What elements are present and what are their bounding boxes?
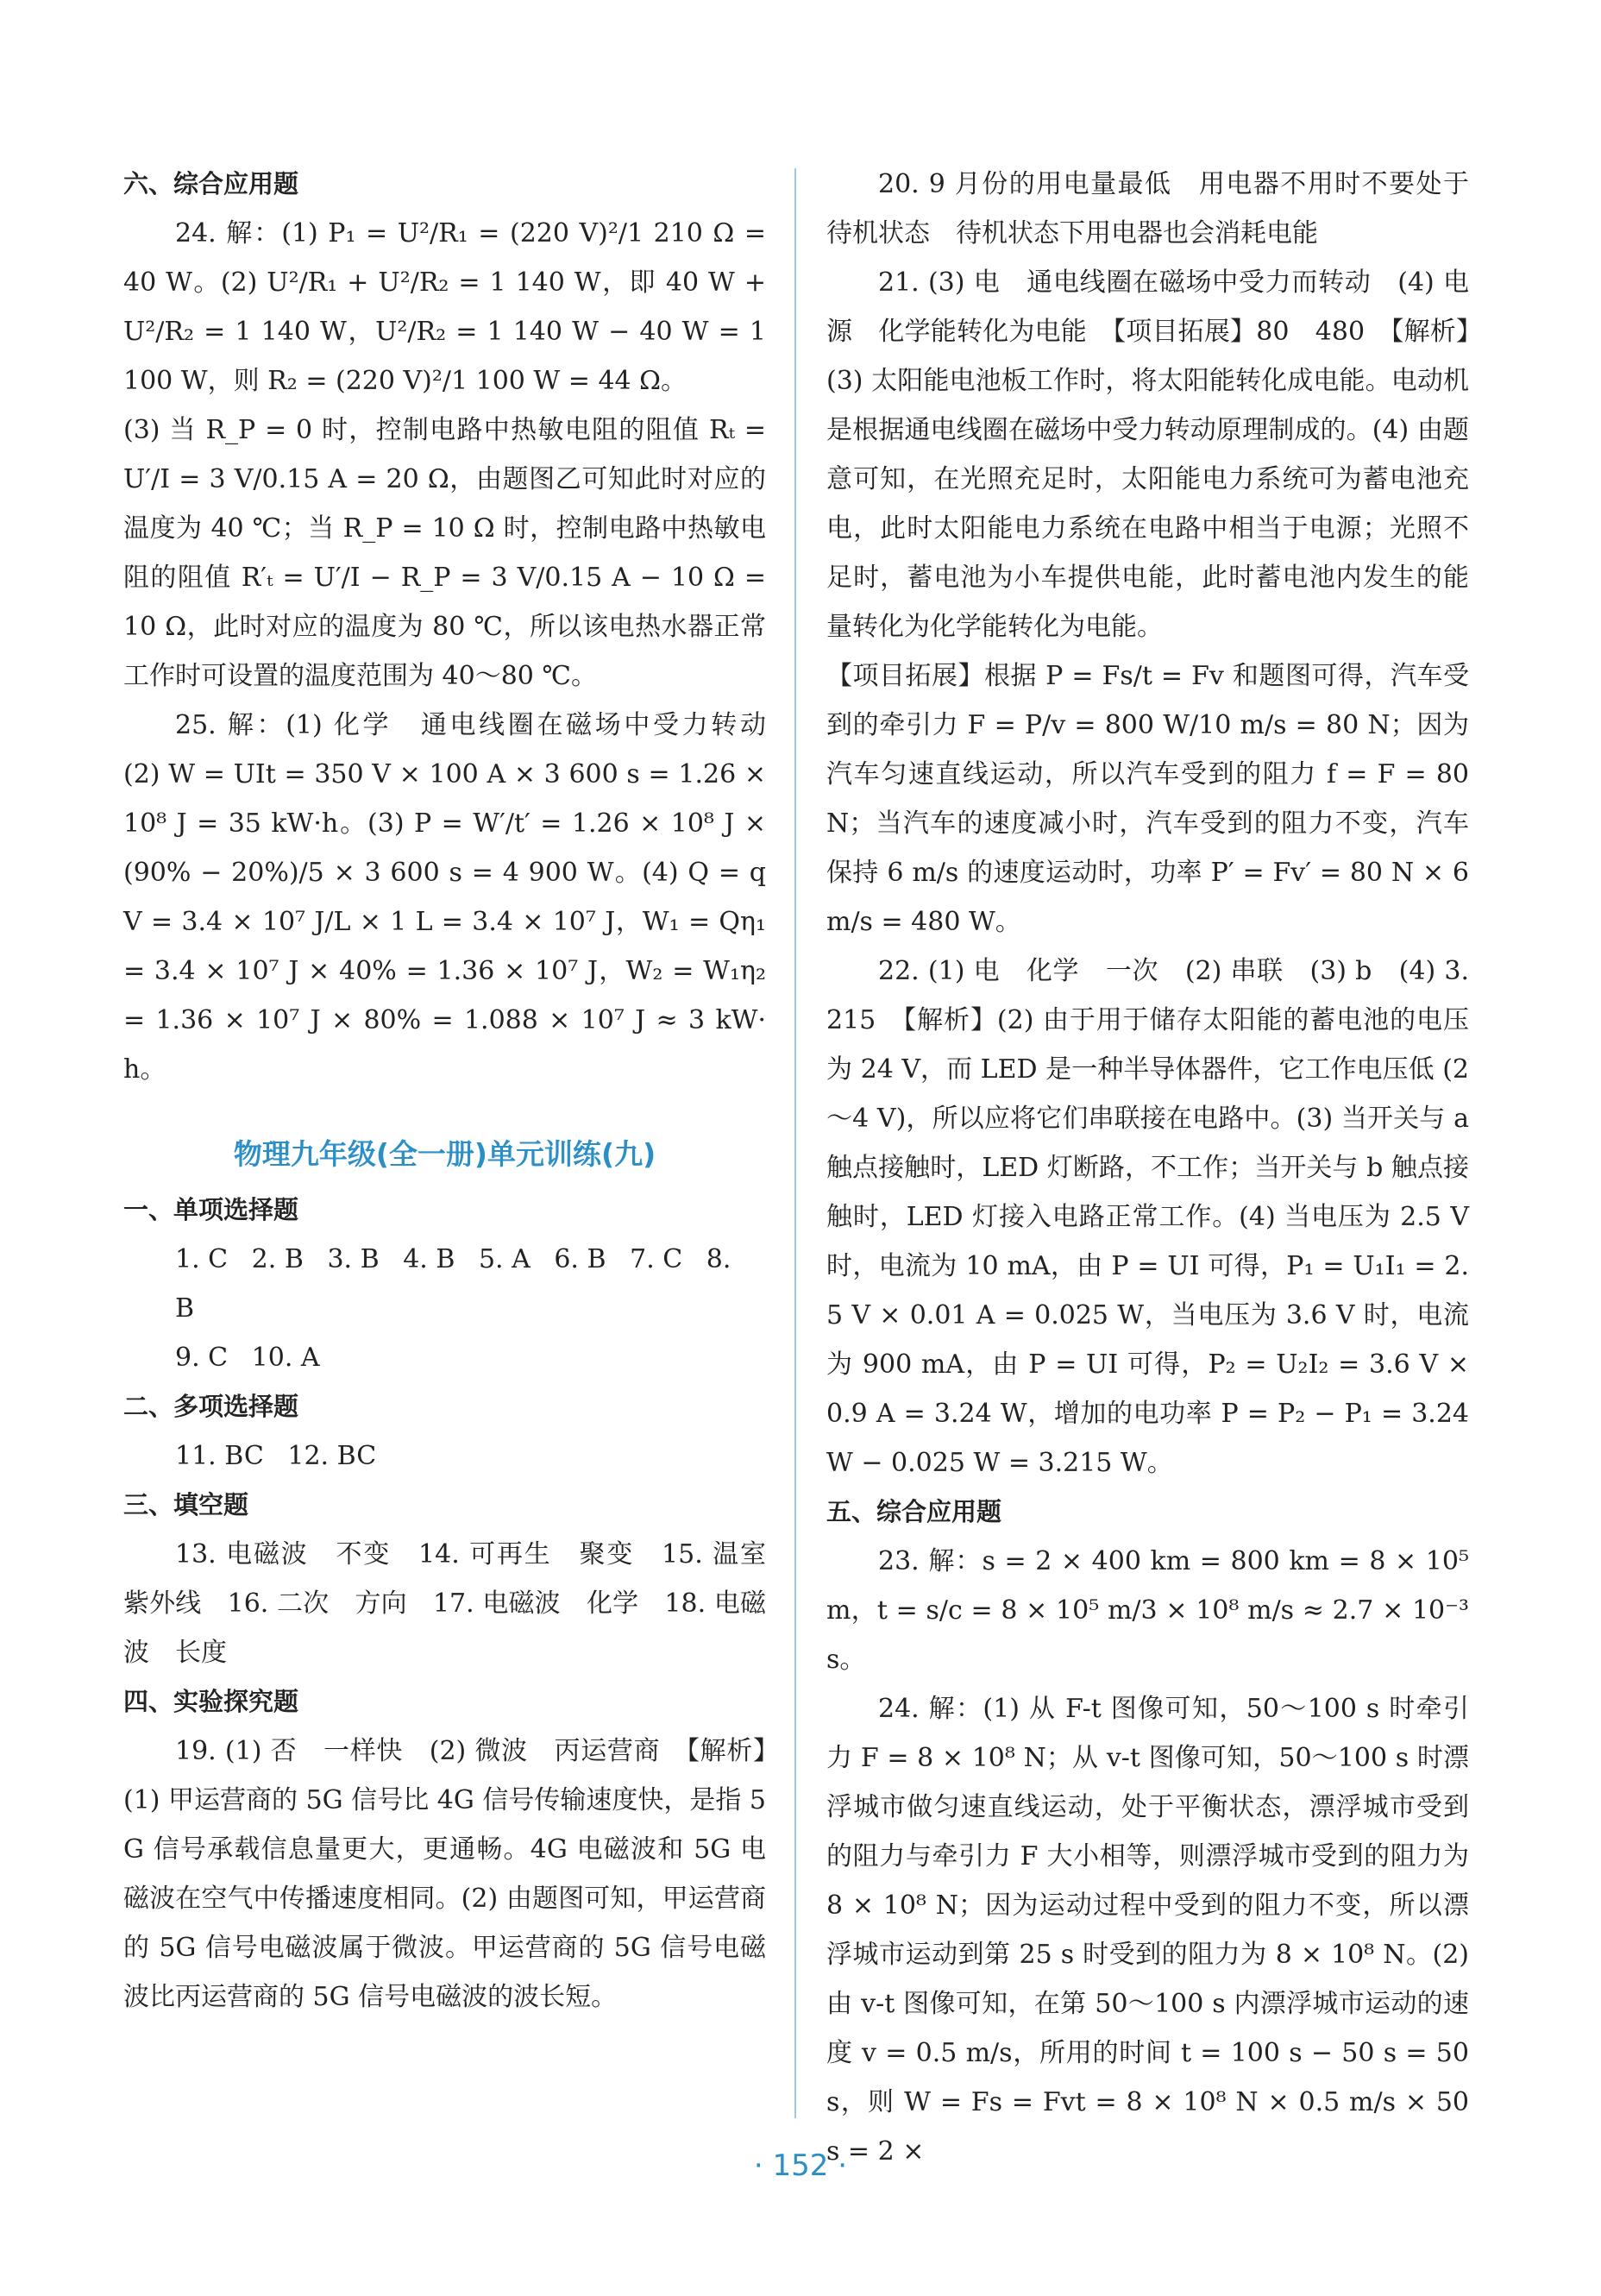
section-heading-5: 五、综合应用题 [826,1497,1002,1526]
fill-blank-answers: 13. 电磁波 不变 14. 可再生 聚变 15. 温室 紫外线 16. 二次 方向 17. 电磁波 化学 18. 电磁波 长度 [123,1539,792,1668]
section-heading-6: 六、综合应用题 [123,169,299,198]
answer-q22: 22. (1) 电 化学 一次 (2) 串联 (3) b (4) 3.215 【解析】(2) 由于用于储存太阳能的蓄电池的电压为 24 V，而 LED 是一种半导体器件，它工作电压低 (2～4 V)，所以应将它们串联接在电路中。(3) 当开关与 a 触点接触时，LED 灯断路，不工作；当开关与 b 触点接触时，LED 灯接入电路正常工作。(4) 当电压为 2.5 V 时，电流为 10 mA，由 P = UI 可得，P₁ = U₁I₁ = 2.5 V × 0.01 A = 0.025 W，当电压为 3.6 V 时，电流为 900 mA，由 P = UI 可得，P₂ = U₂I₂ = 3.6 V × 0.9 A = 3.24 W，增加的电功率 P = P₂ − P₁ = 3.24 W − 0.025 W = 3.215 W。 [826,956,1469,1478]
section-heading-2: 二、多项选择题 [123,1392,299,1421]
answer-item: 1. C [175,1244,229,1274]
answer-q19: 19. (1) 否 一样快 (2) 微波 丙运营商 【解析】(1) 甲运营商的 5G 信号比 4G 信号传输速度快，是指 5G 信号承载信息量更大，更通畅。4G 电磁波和 5G 电磁波在空气中传播速度相同。(2) 由题图可知，甲运营商的 5G 信号电磁波属于微波。甲运营商的 5G 信号电磁波比丙运营商的 5G 信号电磁波的波长短。 [123,1736,766,2012]
single-choice-answers-row1 [123,1235,766,1333]
answer-q21-extension: 【项目拓展】根据 P = Fs/t = Fv 和题图可得，汽车受到的牵引力 F = P/v = 800 W/10 m/s = 80 N；因为汽车匀速直线运动，所以汽车受到的阻力 f = F = 80 N；当汽车的速度减小时，汽车受到的阻力不变，汽车保持 6 m/s 的速度运动时，功率 P′ = Fv′ = 80 N × 6 m/s = 480 W。 [826,661,1469,937]
answer-q23: 23. 解：s = 2 × 400 km = 800 km = 8 × 10⁵ m，t = s/c = 8 × 10⁵ m/3 × 10⁸ m/s ≈ 2.7 × 10⁻³ s。 [826,1546,1469,1675]
section-heading-4: 四、实验探究题 [123,1687,299,1716]
answer-item: 11. BC [175,1441,264,1471]
answer-q24-right: 24. 解：(1) 从 F-t 图像可知，50～100 s 时牵引力 F = 8 × 10⁸ N；从 v-t 图像可知，50～100 s 时漂浮城市做匀速直线运动，处于平衡状态，漂浮城市受到的阻力与牵引力 F 大小相等，则漂浮城市受到的阻力为 8 × 10⁸ N；因为运动过程中受到的阻力不变，所以漂浮城市运动到第 25 s 时受到的阻力为 8 × 10⁸ N。(2) 由 v-t 图像可知，在第 50～100 s 内漂浮城市运动的速度 v = 0.5 m/s，所用的时间 t = 100 s − 50 s = 50 s，则 W = Fs = Fvt = 8 × 10⁸ N × 0.5 m/s × 50 s = 2 × [826,1694,1469,2167]
answer-item: 6. B [554,1244,606,1274]
answer-q24-part1: 24. 解：(1) P₁ = U²/R₁ = (220 V)²/1 210 Ω = 40 W。(2) U²/R₁ + U²/R₂ = 1 140 W，即 40 W + U²/R₂ = 1 140 W，U²/R₂ = 1 140 W − 40 W = 1 100 W，则 R₂ = (220 V)²/1 100 W = 44 Ω。 [123,218,766,396]
answer-q20: 20. 9 月份的用电量最低 用电器不用时不要处于待机状态 待机状态下用电器也会消耗电能 [826,169,1469,248]
answer-item: 2. B [251,1244,304,1274]
page-number: · 152 · [753,2148,848,2183]
right-column [826,160,1469,2176]
section-heading-3: 三、填空题 [123,1490,249,1519]
answer-item: 3. B [327,1244,380,1274]
answer-q25: 25. 解：(1) 化学 通电线圈在磁场中受力转动 (2) W = UIt = 350 V × 100 A × 3 600 s = 1.26 × 10⁸ J = 35 kW·h。(3) P = W′/t′ = 1.26 × 10⁸ J × (90% − 20%)/5 × 3 600 s = 4 900 W。(4) Q = qV = 3.4 × 10⁷ J/L × 1 L = 3.4 × 10⁷ J，W₁ = Qη₁ = 3.4 × 10⁷ J × 40% = 1.36 × 10⁷ J，W₂ = W₁η₂ = 1.36 × 10⁷ J × 80% = 1.088 × 10⁷ J ≈ 3 kW·h。 [123,710,792,1085]
answer-item: 4. B [403,1244,455,1274]
multi-choice-answers [123,1431,766,1481]
answer-item: 9. C [175,1343,229,1373]
unit-title: 物理九年级(全一册)单元训练(九) [233,1137,656,1171]
answer-q21: 21. (3) 电 通电线圈在磁场中受力而转动 (4) 电源 化学能转化为电能 【项目拓展】80 480 【解析】(3) 太阳能电池板工作时，将太阳能转化成电能。电动机是根据通电线圈在磁场中受力转动原理制成的。(4) 由题意可知，在光照充足时，太阳能电力系统可为蓄电池充电，此时太阳能电力系统在电路中相当于电源；光照不足时，蓄电池为小车提供电能，此时蓄电池内发生的能量转化为化学能转化为电能。 [826,267,1469,642]
answer-item: 12. BC [287,1441,377,1471]
column-divider [794,168,796,2118]
single-choice-answers-row2 [123,1333,766,1382]
answer-item: 5. A [478,1244,531,1274]
section-heading-1: 一、单项选择题 [123,1195,299,1224]
answer-q24-part2: (3) 当 R_P = 0 时，控制电路中热敏电阻的阻值 Rₜ = U′/I = 3 V/0.15 A = 20 Ω，由题图乙可知此时对应的温度为 40 ℃；当 R_P = 10 Ω 时，控制电路中热敏电阻的阻值 R′ₜ = U′/I − R_P = 3 V/0.15 A − 10 Ω = 10 Ω，此时对应的温度为 80 ℃，所以该电热水器正常工作时可设置的温度范围为 40～80 ℃。 [123,415,766,691]
answer-item: 8. B [175,1244,731,1324]
left-column [123,160,792,2022]
answer-item: 10. A [251,1343,320,1373]
answer-item: 7. C [630,1244,683,1274]
